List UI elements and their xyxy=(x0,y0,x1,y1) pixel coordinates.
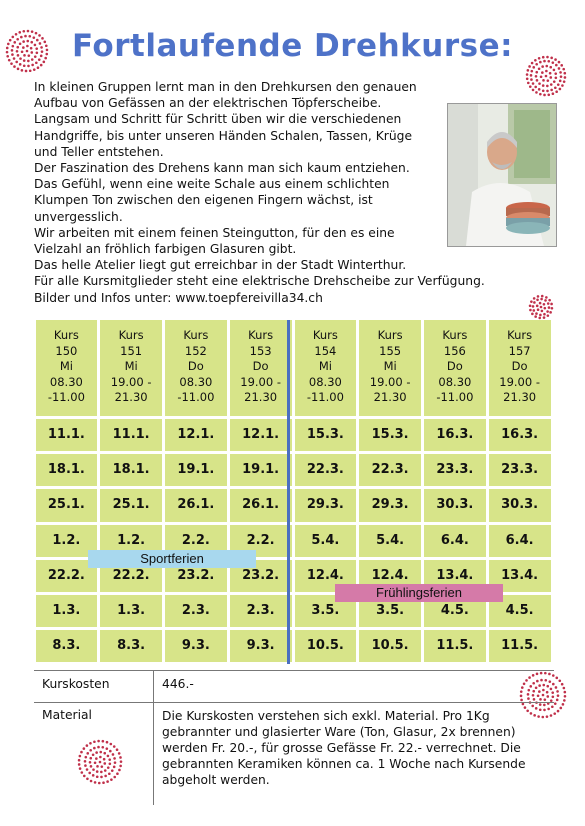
date-cell: 6.4. xyxy=(424,525,486,557)
material-line: Die Kurskosten verstehen sich exkl. Material. Pro 1Kg xyxy=(162,709,490,723)
course-header-line: Kurs xyxy=(248,328,274,342)
date-cell: 23.3. xyxy=(489,454,551,486)
course-header-line: Kurs xyxy=(507,328,533,342)
date-cell: 12.4. xyxy=(295,560,357,592)
date-cell: 9.3. xyxy=(165,630,227,662)
intro-line[interactable]: Bilder und Infos unter: www.toepfereivilla34.ch xyxy=(34,290,323,305)
course-header-line: Kurs xyxy=(183,328,209,342)
semester-divider xyxy=(287,320,290,664)
course-header-line: Mi xyxy=(124,359,138,373)
date-cell: 3.5. xyxy=(295,595,357,627)
course-header-line: 156 xyxy=(443,343,466,358)
course-header-line: 150 xyxy=(55,343,78,358)
date-cell: 15.3. xyxy=(359,419,421,451)
course-header xyxy=(100,320,162,416)
course-header xyxy=(36,320,98,416)
course-header-line: Mi xyxy=(383,359,397,373)
date-cell: 4.5. xyxy=(424,595,486,627)
course-header-line: 21.30 xyxy=(503,390,537,404)
date-cell: 12.1. xyxy=(230,419,292,451)
course-header-line: Kurs xyxy=(53,328,79,342)
intro-line: Das Gefühl, wenn eine weite Schale aus einem schlichten xyxy=(34,177,390,192)
course-header-line: 19.00 - xyxy=(110,374,152,389)
page-title: Fortlaufende Drehkurse: xyxy=(72,28,513,64)
material-line: abgeholt werden. xyxy=(162,773,270,787)
date-cell: 15.3. xyxy=(295,419,357,451)
course-header-line: 08.30 xyxy=(308,374,342,389)
date-cell: 23.2. xyxy=(230,560,292,592)
intro-line: In kleinen Gruppen lernt man in den Drehkursen den genauen xyxy=(34,80,417,94)
date-cell: 25.1. xyxy=(100,489,162,521)
sportferien-band: Sportferien xyxy=(88,550,256,568)
intro-line: unvergesslich. xyxy=(34,209,123,224)
course-header-line: 19.00 - xyxy=(369,374,411,389)
course-header-line: Mi xyxy=(318,359,332,373)
date-cell: 12.4. xyxy=(359,560,421,592)
course-header-line: Kurs xyxy=(118,328,144,342)
course-header-line: 19.00 - xyxy=(240,374,281,389)
course-header xyxy=(230,320,292,416)
date-cell: 2.2. xyxy=(230,525,292,557)
date-cell: 19.1. xyxy=(165,454,227,486)
course-header-line: 21.30 xyxy=(373,390,407,404)
date-cell: 30.3. xyxy=(489,489,551,521)
date-cell: 22.3. xyxy=(359,454,421,486)
course-header-line: Do xyxy=(252,359,269,373)
dot-rosette-bottom-left xyxy=(76,738,124,786)
date-cell: 26.1. xyxy=(165,489,227,521)
intro-line: Vielzahl an fröhlich farbigen Glasuren gibt. xyxy=(34,242,297,257)
date-cell: 11.1. xyxy=(100,419,162,451)
date-cell: 10.5. xyxy=(295,630,357,662)
material-line: werden Fr. 20.-, für grosse Gefässe Fr. 22.- verrechnet. Die xyxy=(162,741,521,755)
course-header-line: 21.30 xyxy=(244,390,278,404)
date-cell: 23.3. xyxy=(424,454,486,486)
course-header-line: 21.30 xyxy=(114,390,148,404)
date-cell: 23.2. xyxy=(165,560,227,592)
date-cell: 3.5. xyxy=(359,595,421,627)
date-cell: 1.3. xyxy=(100,595,162,627)
date-cell: 2.3. xyxy=(230,595,292,627)
course-header-line: 153 xyxy=(249,343,272,358)
date-cell: 6.4. xyxy=(489,525,551,557)
date-cell: 13.4. xyxy=(424,560,486,592)
costs-value: 446.- xyxy=(162,677,194,691)
table-separator xyxy=(34,670,554,671)
date-cell: 11.5. xyxy=(489,630,551,662)
date-cell: 11.1. xyxy=(36,419,98,451)
date-cell: 2.3. xyxy=(165,595,227,627)
intro-text xyxy=(34,79,485,306)
course-schedule-table xyxy=(34,320,552,664)
course-header-line: 08.30 xyxy=(179,374,213,389)
costs-label: Kurskosten xyxy=(42,677,110,691)
date-cell: 8.3. xyxy=(100,630,162,662)
dot-rosette-top-right xyxy=(524,54,568,98)
course-header-line: 157 xyxy=(508,343,531,358)
date-cell: 11.5. xyxy=(424,630,486,662)
date-cell: 25.1. xyxy=(36,489,98,521)
course-header-line: Do xyxy=(187,359,204,373)
date-cell: 1.2. xyxy=(100,525,162,557)
date-cell: 1.2. xyxy=(36,525,98,557)
date-cell: 18.1. xyxy=(100,454,162,486)
intro-line: Das helle Atelier liegt gut erreichbar in der Stadt Winterthur. xyxy=(34,258,407,273)
course-header-line: -11.00 xyxy=(177,390,215,404)
course-header-line: Mi xyxy=(59,359,73,373)
date-cell: 22.2. xyxy=(36,560,98,592)
date-cell: 8.3. xyxy=(36,630,98,662)
course-header-line: -11.00 xyxy=(47,390,85,404)
intro-line: Der Faszination des Drehens kann man sich kaum entziehen. xyxy=(34,161,410,176)
course-header xyxy=(359,320,421,416)
course-header-line: -11.00 xyxy=(436,390,474,404)
course-header-line: 155 xyxy=(379,343,402,358)
date-cell: 12.1. xyxy=(165,419,227,451)
course-header-line: 154 xyxy=(314,343,337,358)
course-header-line: Kurs xyxy=(377,328,403,342)
date-cell: 1.3. xyxy=(36,595,98,627)
intro-line: Wir arbeiten mit einem feinen Steingutton, für den es eine xyxy=(34,225,395,240)
course-header-line: Kurs xyxy=(312,328,338,342)
course-header-line: 08.30 xyxy=(438,374,472,389)
intro-line: Aufbau von Gefässen an der elektrischen Töpferscheibe. xyxy=(34,96,382,111)
course-header-line: -11.00 xyxy=(306,390,344,404)
course-header xyxy=(295,320,357,416)
date-cell: 10.5. xyxy=(359,630,421,662)
course-header-line: Kurs xyxy=(442,328,468,342)
date-cell: 16.3. xyxy=(424,419,486,451)
dot-rosette-top-left xyxy=(4,28,50,74)
course-header xyxy=(165,320,227,416)
date-cell: 22.2. xyxy=(100,560,162,592)
date-cell: 26.1. xyxy=(230,489,292,521)
date-cell: 5.4. xyxy=(295,525,357,557)
date-cell: 2.2. xyxy=(165,525,227,557)
date-cell: 29.3. xyxy=(295,489,357,521)
date-cell: 30.3. xyxy=(424,489,486,521)
material-text xyxy=(162,708,552,788)
date-cell: 13.4. xyxy=(489,560,551,592)
course-header-line: 19.00 - xyxy=(499,374,540,389)
material-label: Material xyxy=(42,708,92,722)
material-line: gebrannter und glasierter Ware (Ton, Glasur, 2x brennen) xyxy=(162,725,516,739)
course-header-line: 152 xyxy=(184,343,207,358)
fruehlingsferien-band: Frühlingsferien xyxy=(335,584,503,602)
date-cell: 18.1. xyxy=(36,454,98,486)
date-cell: 19.1. xyxy=(230,454,292,486)
label-column-separator xyxy=(153,670,154,805)
course-header-line: Do xyxy=(511,359,528,373)
dot-rosette-mid-right xyxy=(528,294,554,320)
intro-line: und Teller entstehen. xyxy=(34,144,164,159)
intro-line: Für alle Kursmitglieder steht eine elektrische Drehscheibe zur Verfügung. xyxy=(34,274,485,289)
potter-photo xyxy=(447,103,557,247)
material-line: gebrannten Keramiken können ca. 1 Woche nach Kursende xyxy=(162,757,526,771)
course-header-line: 151 xyxy=(120,343,143,358)
date-cell: 22.3. xyxy=(295,454,357,486)
intro-line: Klumpen Ton zwischen den eigenen Fingern wächst, ist xyxy=(34,193,373,208)
course-header xyxy=(489,320,551,416)
date-cell: 9.3. xyxy=(230,630,292,662)
course-header xyxy=(424,320,486,416)
intro-line: Langsam und Schritt für Schritt üben wir die verschiedenen xyxy=(34,112,402,127)
date-cell: 4.5. xyxy=(489,595,551,627)
date-cell: 16.3. xyxy=(489,419,551,451)
row-separator xyxy=(34,702,554,703)
date-cell: 5.4. xyxy=(359,525,421,557)
intro-line: Handgriffe, bis unter unseren Händen Schalen, Tassen, Krüge xyxy=(34,128,413,143)
course-header-line: Do xyxy=(446,359,463,373)
course-header-line: 08.30 xyxy=(49,374,83,389)
date-cell: 29.3. xyxy=(359,489,421,521)
